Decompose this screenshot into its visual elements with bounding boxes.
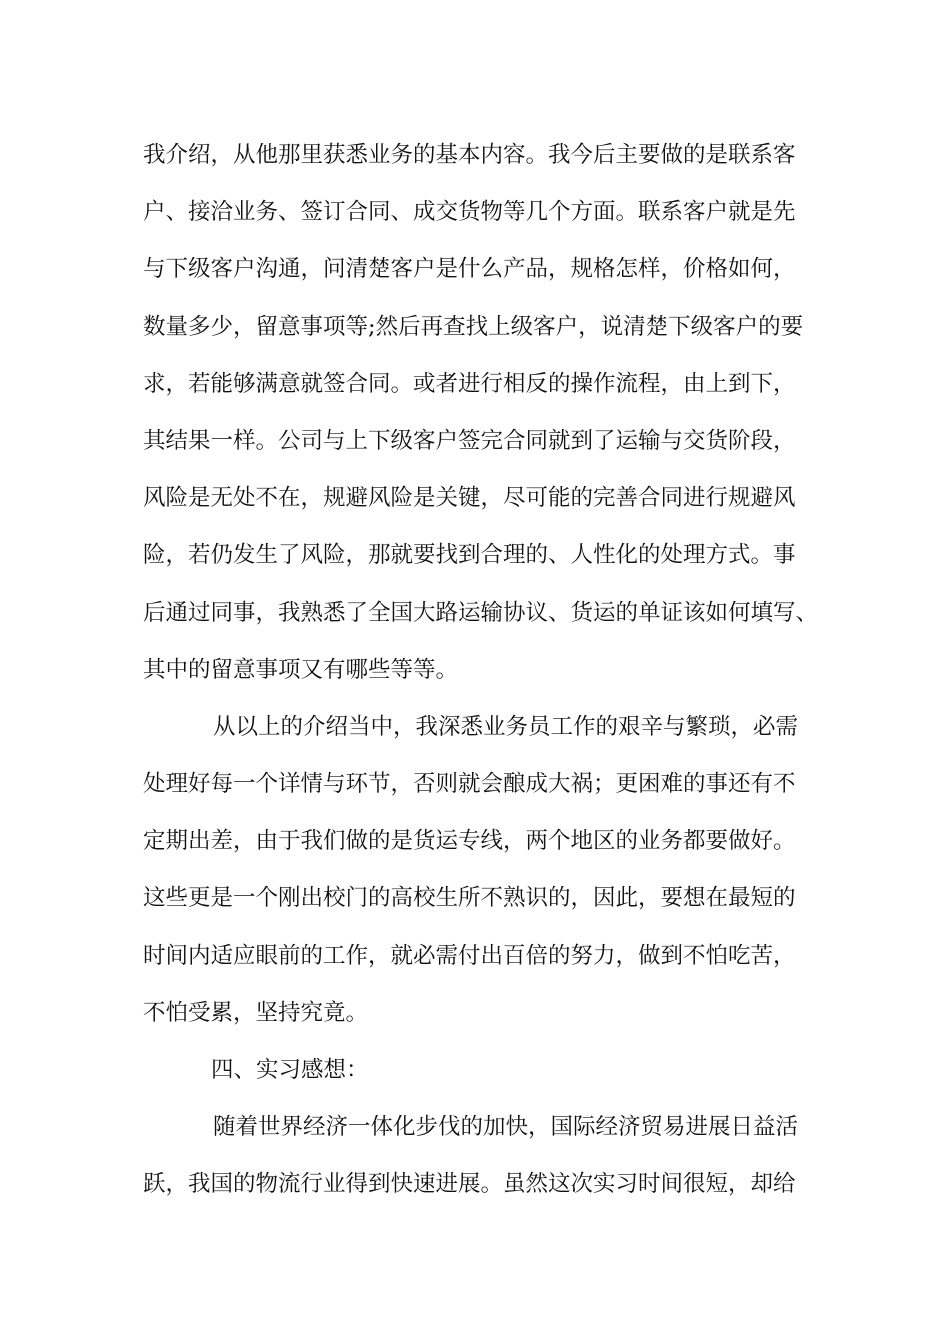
text-line: 其结果一样。公司与上下级客户签完合同就到了运输与交货阶段， — [143, 427, 796, 454]
text-line: 这些更是一个刚出校门的高校生所不熟识的，因此，要想在最短的 — [143, 885, 796, 912]
text-line: 数量多少，留意事项等;然后再查找上级客户，说清楚下级客户的要 — [143, 313, 804, 340]
text-line: 定期出差，由于我们做的是货运专线，两个地区的业务都要做好。 — [143, 828, 796, 855]
text-line: 风险是无处不在，规避风险是关键，尽可能的完善合同进行规避风 — [143, 485, 796, 512]
text-line: 与下级客户沟通，问清楚客户是什么产品，规格怎样，价格如何， — [143, 256, 796, 283]
text-line: 时间内适应眼前的工作，就必需付出百倍的努力，做到不怕吃苦， — [143, 942, 796, 969]
text-line: 跃，我国的物流行业得到快速进展。虽然这次实习时间很短，却给 — [143, 1171, 796, 1198]
text-line: 户、接洽业务、签订合同、成交货物等几个方面。联系客户就是先 — [143, 199, 796, 226]
text-line: 求，若能够满意就签合同。或者进行相反的操作流程，由上到下， — [143, 370, 796, 397]
paragraph-start-line: 从以上的介绍当中，我深悉业务员工作的艰辛与繁琐，必需 — [213, 713, 799, 740]
body-text — [143, 136, 843, 1223]
text-line: 我介绍，从他那里获悉业务的基本内容。我今后主要做的是联系客 — [143, 142, 796, 168]
paragraph-start-line: 随着世界经济一体化步伐的加快，国际经济贸易进展日益活 — [213, 1114, 799, 1141]
text-line: 其中的留意事项又有哪些等等。 — [143, 656, 459, 683]
text-line: 险，若仍发生了风险，那就要找到合理的、人性化的处理方式。事 — [143, 542, 796, 569]
section-heading: 四、实习感想： — [211, 1057, 369, 1083]
text-line: 处理好每一个详情与环节，否则就会酿成大祸；更困难的事还有不 — [143, 771, 796, 798]
text-line: 后通过同事，我熟悉了全国大路运输协议、货运的单证该如何填写、 — [143, 599, 819, 626]
text-line: 不怕受累，坚持究竟。 — [143, 999, 369, 1026]
